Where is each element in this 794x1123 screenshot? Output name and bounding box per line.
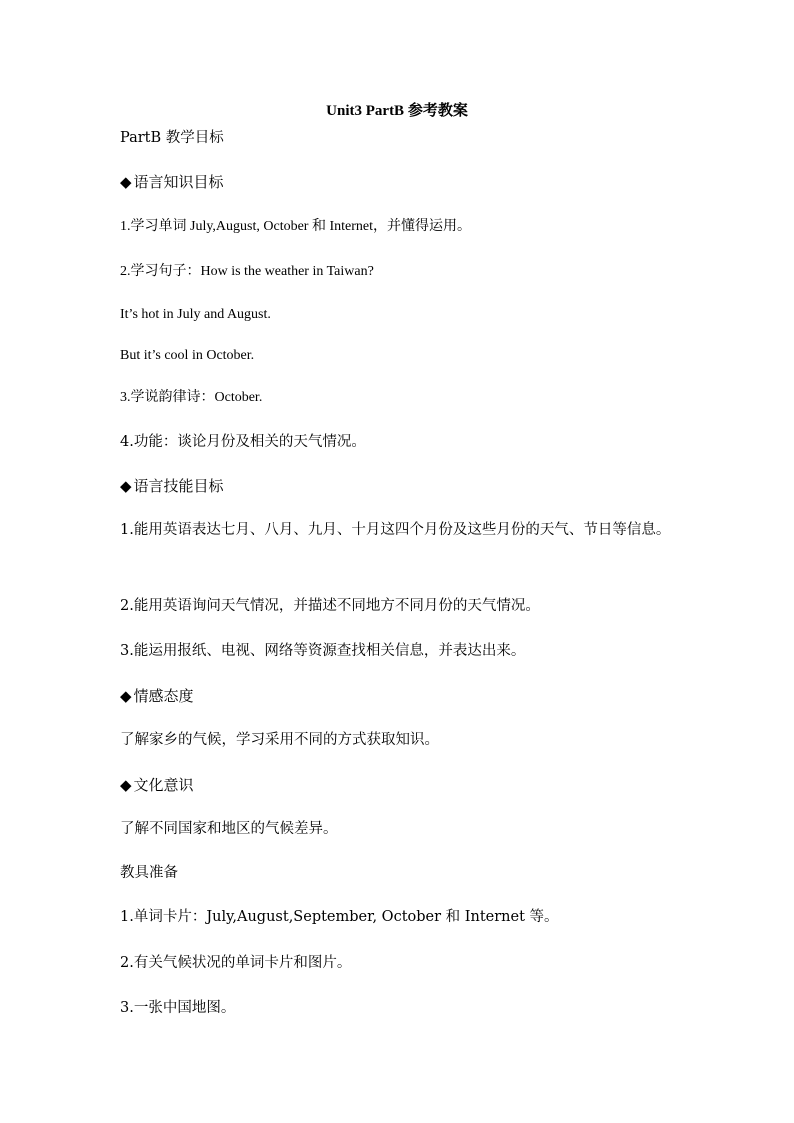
diamond-bullet-icon: ◆ xyxy=(120,173,132,191)
diamond-bullet-icon: ◆ xyxy=(120,477,132,495)
knowledge-item-3: 3.学说韵律诗：October. xyxy=(120,390,263,405)
knowledge-item-2: 2.学习句子：How is the weather in Taiwan? xyxy=(120,264,374,279)
aids-item-3: 3.一张中国地图。 xyxy=(120,1000,236,1016)
subsection-language-skills xyxy=(120,475,680,497)
culture-item: 了解不同国家和地区的气候差异。 xyxy=(120,821,338,837)
diamond-bullet-icon: ◆ xyxy=(120,776,132,794)
example-sentence-1: It’s hot in July and August. xyxy=(120,307,271,322)
subsection-language-knowledge xyxy=(120,171,680,193)
section-heading-teaching-aids: 教具准备 xyxy=(120,865,178,881)
document-title: Unit3 PartB 参考教案 xyxy=(326,103,468,119)
knowledge-item-1: 1.学习单词 July,August, October 和 Internet，并懂得运用。 xyxy=(120,219,471,234)
knowledge-item-4: 4.功能：谈论月份及相关的天气情况。 xyxy=(120,434,366,450)
skill-item-2: 2.能用英语询问天气情况，并描述不同地方不同月份的天气情况。 xyxy=(120,598,540,614)
section-heading-objectives: PartB 教学目标 xyxy=(120,130,224,146)
example-sentence-2: But it’s cool in October. xyxy=(120,348,255,363)
diamond-bullet-icon: ◆ xyxy=(120,687,132,705)
skill-item-3: 3.能运用报纸、电视、网络等资源查找相关信息，并表达出来。 xyxy=(120,643,526,659)
subsection-label: 情感态度 xyxy=(133,687,194,705)
subsection-label: 语言技能目标 xyxy=(133,477,224,495)
subsection-emotional-attitude xyxy=(120,685,680,707)
subsection-label: 文化意识 xyxy=(133,776,194,794)
subsection-label: 语言知识目标 xyxy=(133,173,224,191)
aids-item-2: 2.有关气候状况的单词卡片和图片。 xyxy=(120,955,352,971)
aids-item-1: 1.单词卡片：July,August,September, October 和 Internet 等。 xyxy=(120,909,559,925)
subsection-cultural-awareness xyxy=(120,774,680,796)
skill-item-1: 1.能用英语表达七月、八月、九月、十月这四个月份及这些月份的天气、节日等信息。 xyxy=(120,522,671,538)
attitude-item: 了解家乡的气候，学习采用不同的方式获取知识。 xyxy=(120,732,439,748)
